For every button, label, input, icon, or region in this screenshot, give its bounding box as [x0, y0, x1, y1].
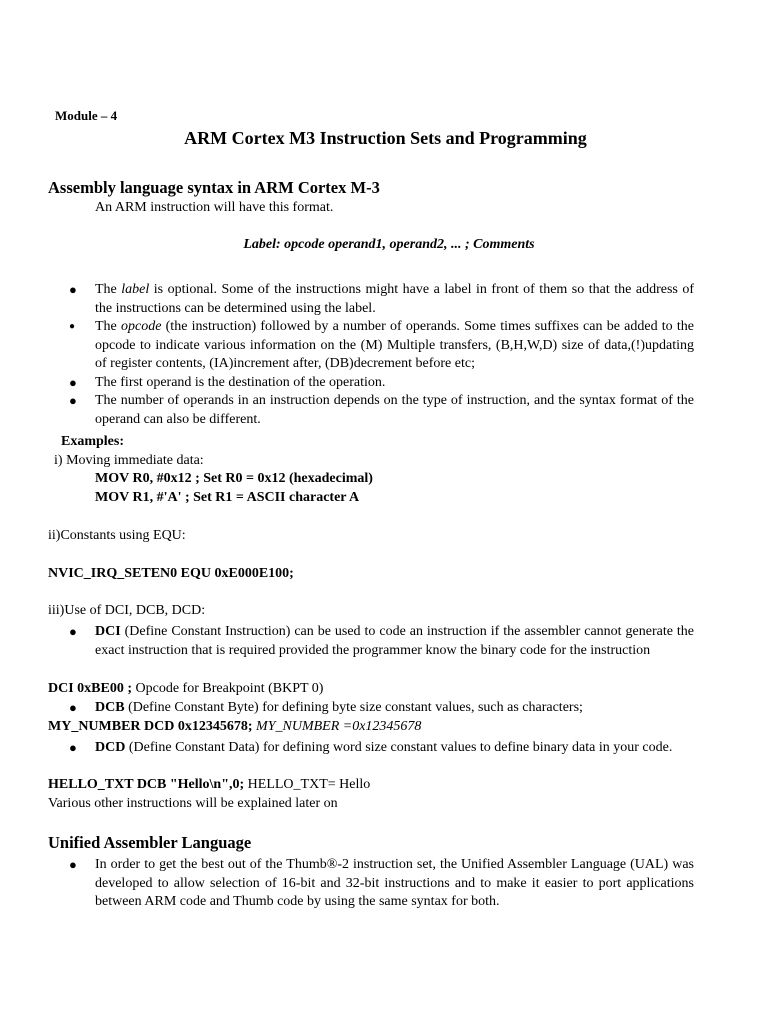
bullet-icon: ●	[69, 624, 77, 639]
syntax-bullet-list	[48, 281, 694, 429]
examples-label: Examples:	[61, 434, 124, 449]
code-line-dcd-number: MY_NUMBER DCD 0x12345678; MY_NUMBER =0x12345678	[48, 719, 422, 734]
code-line-hello: HELLO_TXT DCB "Hello\n",0; HELLO_TXT= Hello	[48, 777, 371, 792]
list-item: ● The opcode (the instruction) followed by a number of operands. Some times suffixes can be added to the opcode to indicate various information on the (M) Multiple transfers, (B,H,W,D) size of data,(!)updating of register contents, (IA)increment after, (DB)decrement before etc;	[69, 319, 694, 371]
page-title: ARM Cortex M3 Instruction Sets and Programming	[184, 128, 587, 148]
note-text: Various other instructions will be explained later on	[48, 796, 338, 811]
list-item: ● The number of operands in an instruction depends on the type of instruction, and the syntax format of the operand can also be different.	[69, 393, 694, 427]
example-2-title: ii)Constants using EQU:	[48, 528, 186, 543]
example-3-title: iii)Use of DCI, DCB, DCD:	[48, 603, 206, 618]
code-line-mov-r1: MOV R1, #'A' ; Set R1 = ASCII character A	[95, 490, 360, 505]
bullet-icon: ●	[69, 857, 77, 872]
code-line-dci: DCI 0xBE00 ; Opcode for Breakpoint (BKPT 0)	[48, 681, 324, 696]
section-heading-assembly-syntax: Assembly language syntax in ARM Cortex M-3	[48, 178, 380, 197]
bullet-icon: ●	[69, 321, 76, 332]
list-item: ● In order to get the best out of the Thumb®-2 instruction set, the Unified Assembler Language (UAL) was developed to allow selection of 16-bit and 32-bit instructions and to make it easier to port applications between ARM code and Thumb code by using the same syntax for both.	[69, 857, 694, 909]
list-item: ● DCD (Define Constant Data) for defining word size constant values to define binary data in your code.	[48, 739, 694, 758]
ual-bullet	[48, 856, 694, 912]
dci-bullet	[48, 623, 694, 660]
bullet-icon: ●	[69, 374, 77, 390]
list-item: ● DCI (Define Constant Instruction) can be used to code an instruction if the assembler cannot generate the exact instruction that is required provided the programmer know the binary code for the instruction	[69, 624, 694, 658]
list-item: ● DCB (Define Constant Byte) for defining byte size constant values, such as characters;	[48, 699, 694, 718]
code-line-equ: NVIC_IRQ_SETEN0 EQU 0xE000E100;	[48, 566, 294, 581]
module-label: Module – 4	[55, 108, 118, 123]
instruction-format: Label: opcode operand1, operand2, ... ; Comments	[243, 237, 535, 252]
dcd-bullet	[48, 739, 694, 758]
bullet-icon: ●	[69, 393, 77, 408]
dcb-bullet	[48, 699, 694, 718]
code-line-mov-r0: MOV R0, #0x12 ; Set R0 = 0x12 (hexadecimal)	[95, 471, 373, 486]
list-item: ● The first operand is the destination of the operation.	[48, 374, 694, 393]
intro-text: An ARM instruction will have this format.	[95, 200, 334, 215]
example-1-title: i) Moving immediate data:	[54, 453, 204, 468]
bullet-icon: ●	[69, 282, 77, 297]
bullet-icon: ●	[69, 740, 77, 755]
list-item: ● The label is optional. Some of the instructions might have a label in front of them so that the address of the instructions can be determined using the label.	[69, 282, 695, 316]
bullet-icon: ●	[69, 700, 77, 715]
section-heading-ual: Unified Assembler Language	[48, 833, 252, 852]
